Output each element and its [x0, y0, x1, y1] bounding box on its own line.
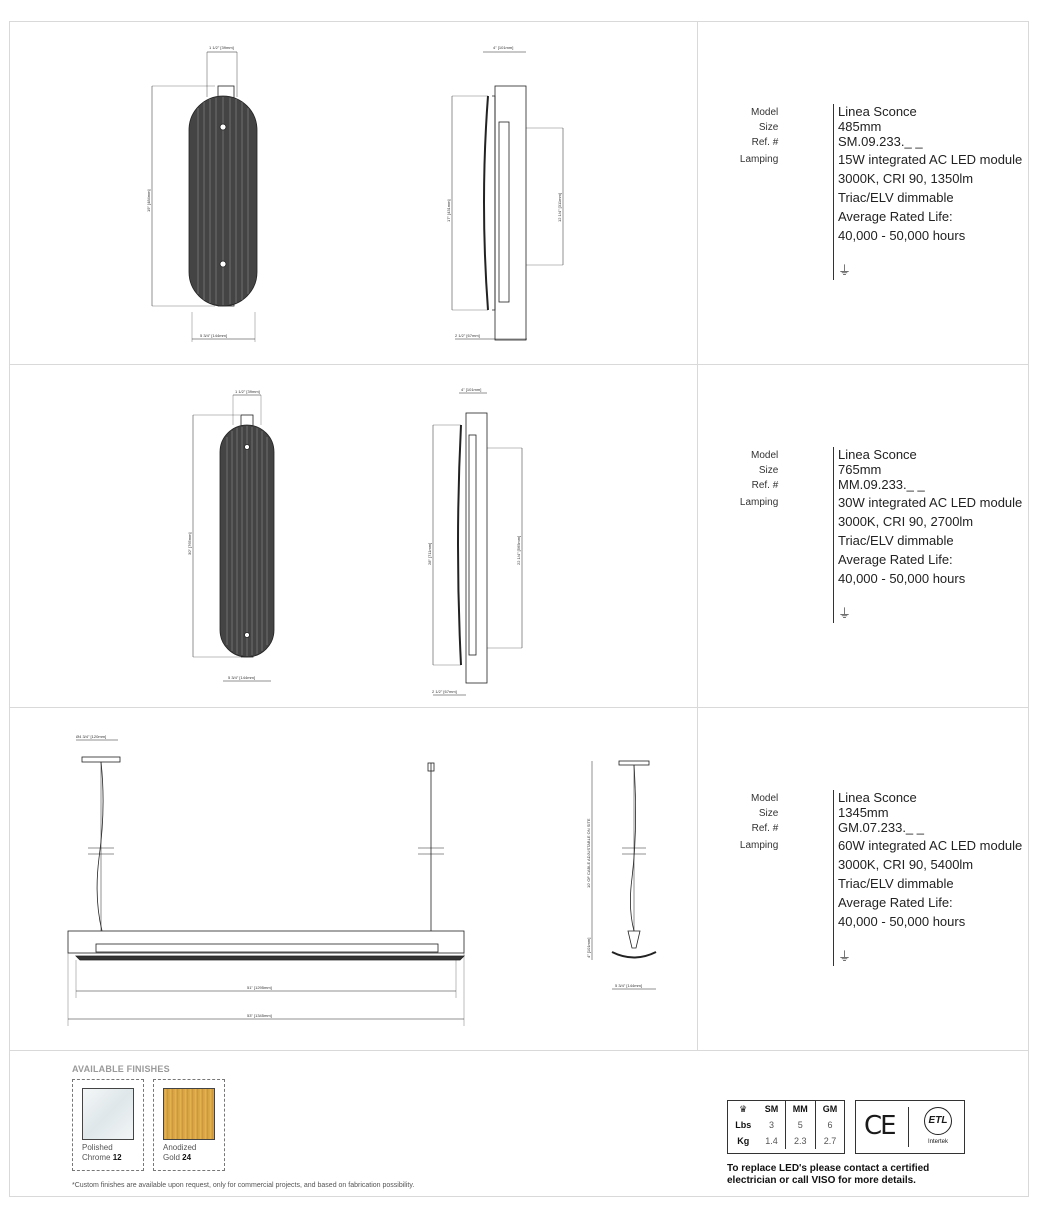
size-value: 485mm [838, 119, 882, 134]
weight-header: SM [764, 1104, 779, 1114]
lbs-label: Lbs [735, 1120, 752, 1130]
dim-projection-sm: 2 1/2" [67mm] [455, 333, 480, 338]
lamping-line: 3000K, CRI 90, 5400lm [838, 857, 974, 872]
dim-side-height-mm: 28" [711mm] [427, 542, 432, 565]
finish-polished-chrome[interactable] [72, 1079, 144, 1171]
dim-plate-mm: 22 1/4" [565mm] [516, 535, 521, 565]
dim-cable-gm: 10' OF CABLE ADJUSTABLE ON SITE [586, 818, 591, 888]
lamping-line: 40,000 - 50,000 hours [838, 914, 966, 929]
weight-header: MM [785, 1101, 815, 1117]
dim-width-sm: 5 3/4" [144mm] [200, 333, 227, 338]
size-label: Size [758, 122, 779, 133]
kg-label: Kg [737, 1136, 750, 1146]
finishes-section [10, 1051, 1028, 1197]
front-view-gm [68, 740, 464, 1026]
model-value: Linea Sconce [838, 447, 917, 462]
lamping-line: 15W integrated AC LED module [838, 152, 1023, 167]
lamping-line: Average Rated Life: [838, 552, 953, 567]
ref-label: Ref. # [751, 480, 779, 491]
gold-swatch [163, 1088, 215, 1140]
spec-sheet [9, 21, 1029, 1197]
lamping-line: Average Rated Life: [838, 209, 953, 224]
product-row-sm [10, 22, 1028, 365]
ref-label: Ref. # [751, 823, 779, 834]
ref-label: Ref. # [751, 137, 779, 148]
model-value: Linea Sconce [838, 790, 917, 805]
finish-name: Chrome [82, 1153, 111, 1162]
finish-label [82, 1143, 122, 1163]
finish-name: Polished [82, 1143, 113, 1152]
model-label: Model [751, 450, 779, 461]
lamping-label: Lamping [739, 154, 779, 165]
spec-panel-mm [699, 365, 1028, 707]
side-view-sm [452, 52, 563, 340]
finish-label [163, 1143, 196, 1163]
model-label: Model [751, 107, 779, 118]
lamping-line: Triac/ELV dimmable [838, 533, 954, 548]
dim-side-height-sm: 17" [431mm] [446, 199, 451, 222]
front-view-mm [193, 395, 274, 681]
ground-icon: ⏚ [838, 949, 852, 964]
ref-value: GM.07.233._ _ [838, 820, 924, 835]
product-row-gm [10, 708, 1028, 1051]
drawing-svg-gm [10, 708, 698, 1051]
lamping-line: 40,000 - 50,000 hours [838, 571, 966, 586]
dim-depth-sm: 4" [101mm] [493, 45, 514, 50]
product-row-mm [10, 365, 1028, 708]
weight-header: GM [815, 1101, 844, 1117]
technical-drawing-mm [10, 365, 698, 707]
weight-cell: 1.4 [765, 1136, 778, 1146]
spec-panel-sm [699, 22, 1028, 364]
finish-code: 24 [182, 1153, 192, 1162]
etl-intertek: Intertek [927, 1139, 948, 1145]
finish-anodized-gold[interactable] [153, 1079, 225, 1171]
dim-height-mm: 30" [765mm] [187, 532, 192, 555]
dim-canopy-gm: Ø4 3/4" [120mm] [76, 734, 107, 739]
lamping-line: Triac/ELV dimmable [838, 190, 954, 205]
etl-mark: ETL [924, 1107, 952, 1135]
finish-code: 12 [112, 1153, 122, 1162]
finishes-title: AVAILABLE FINISHES [72, 1064, 170, 1074]
size-value: 1345mm [838, 805, 889, 820]
lamping-line: 3000K, CRI 90, 2700lm [838, 514, 974, 529]
chrome-swatch [82, 1088, 134, 1140]
dim-plate-sm: 12 1/4" [311mm] [557, 193, 562, 222]
dim-width-mm: 5 3/4" [144mm] [228, 675, 255, 680]
size-label: Size [758, 808, 779, 819]
dim-side-width-gm: 5 3/4" [144mm] [615, 983, 642, 988]
side-view-mm [433, 393, 522, 695]
dim-top-mm: 1 1/2" [39mm] [235, 389, 260, 394]
lamping-line: 3000K, CRI 90, 1350lm [838, 171, 974, 186]
side-view-gm [592, 761, 656, 989]
front-view-sm [152, 52, 257, 342]
weight-table [727, 1100, 845, 1154]
replace-led-note: To replace LED's please contact a certified electrician or call VISO for more details. [727, 1163, 930, 1186]
certifications [855, 1100, 965, 1154]
weight-cell: 2.3 [785, 1133, 815, 1149]
lamping-line: 40,000 - 50,000 hours [838, 228, 966, 243]
dim-overall-gm: 53" [1345mm] [247, 1013, 272, 1018]
dim-depth-mm: 4" [101mm] [461, 387, 482, 392]
ce-mark-icon: CE [864, 1111, 895, 1141]
dim-height-sm: 19" [484mm] [146, 189, 151, 212]
ref-value: MM.09.233._ _ [838, 477, 925, 492]
weight-cell: 2.7 [815, 1133, 844, 1149]
drawing-svg-sm [10, 22, 698, 365]
dim-inner-gm: 51" [1295mm] [247, 985, 272, 990]
lamping-line: 60W integrated AC LED module [838, 838, 1023, 853]
size-value: 765mm [838, 462, 882, 477]
finish-name: Gold [163, 1153, 180, 1162]
ground-icon: ⏚ [838, 263, 852, 278]
custom-finishes-note: *Custom finishes are available upon request, only for commercial projects, and based on fabrication possibility. [72, 1182, 415, 1189]
spec-table-sm [739, 104, 1023, 278]
dim-top-sm: 1 1/2" [39mm] [209, 45, 234, 50]
ref-value: SM.09.233._ _ [838, 134, 923, 149]
weight-icon: ♛ [739, 1103, 748, 1114]
lamping-label: Lamping [739, 497, 779, 508]
technical-drawing-gm [10, 708, 698, 1050]
ground-icon: ⏚ [838, 606, 852, 621]
weight-cell: 3 [768, 1120, 774, 1130]
weight-cell: 6 [815, 1117, 844, 1133]
spec-panel-gm [699, 708, 1028, 1050]
finish-name: Anodized [163, 1143, 197, 1152]
lamping-line: Triac/ELV dimmable [838, 876, 954, 891]
model-label: Model [751, 793, 779, 804]
size-label: Size [758, 465, 779, 476]
dim-body-height-gm: 4" [101mm] [586, 937, 591, 958]
model-value: Linea Sconce [838, 104, 917, 119]
weight-cell: 5 [785, 1117, 815, 1133]
drawing-svg-mm [10, 365, 698, 708]
lamping-line: Average Rated Life: [838, 895, 953, 910]
dim-projection-mm: 2 1/2" [67mm] [432, 689, 457, 694]
spec-table-mm [739, 447, 1023, 621]
technical-drawing-sm [10, 22, 698, 364]
lamping-line: 30W integrated AC LED module [838, 495, 1023, 510]
spec-table-gm [739, 790, 1023, 964]
lamping-label: Lamping [739, 840, 779, 851]
etl-listed-icon [918, 1107, 958, 1149]
